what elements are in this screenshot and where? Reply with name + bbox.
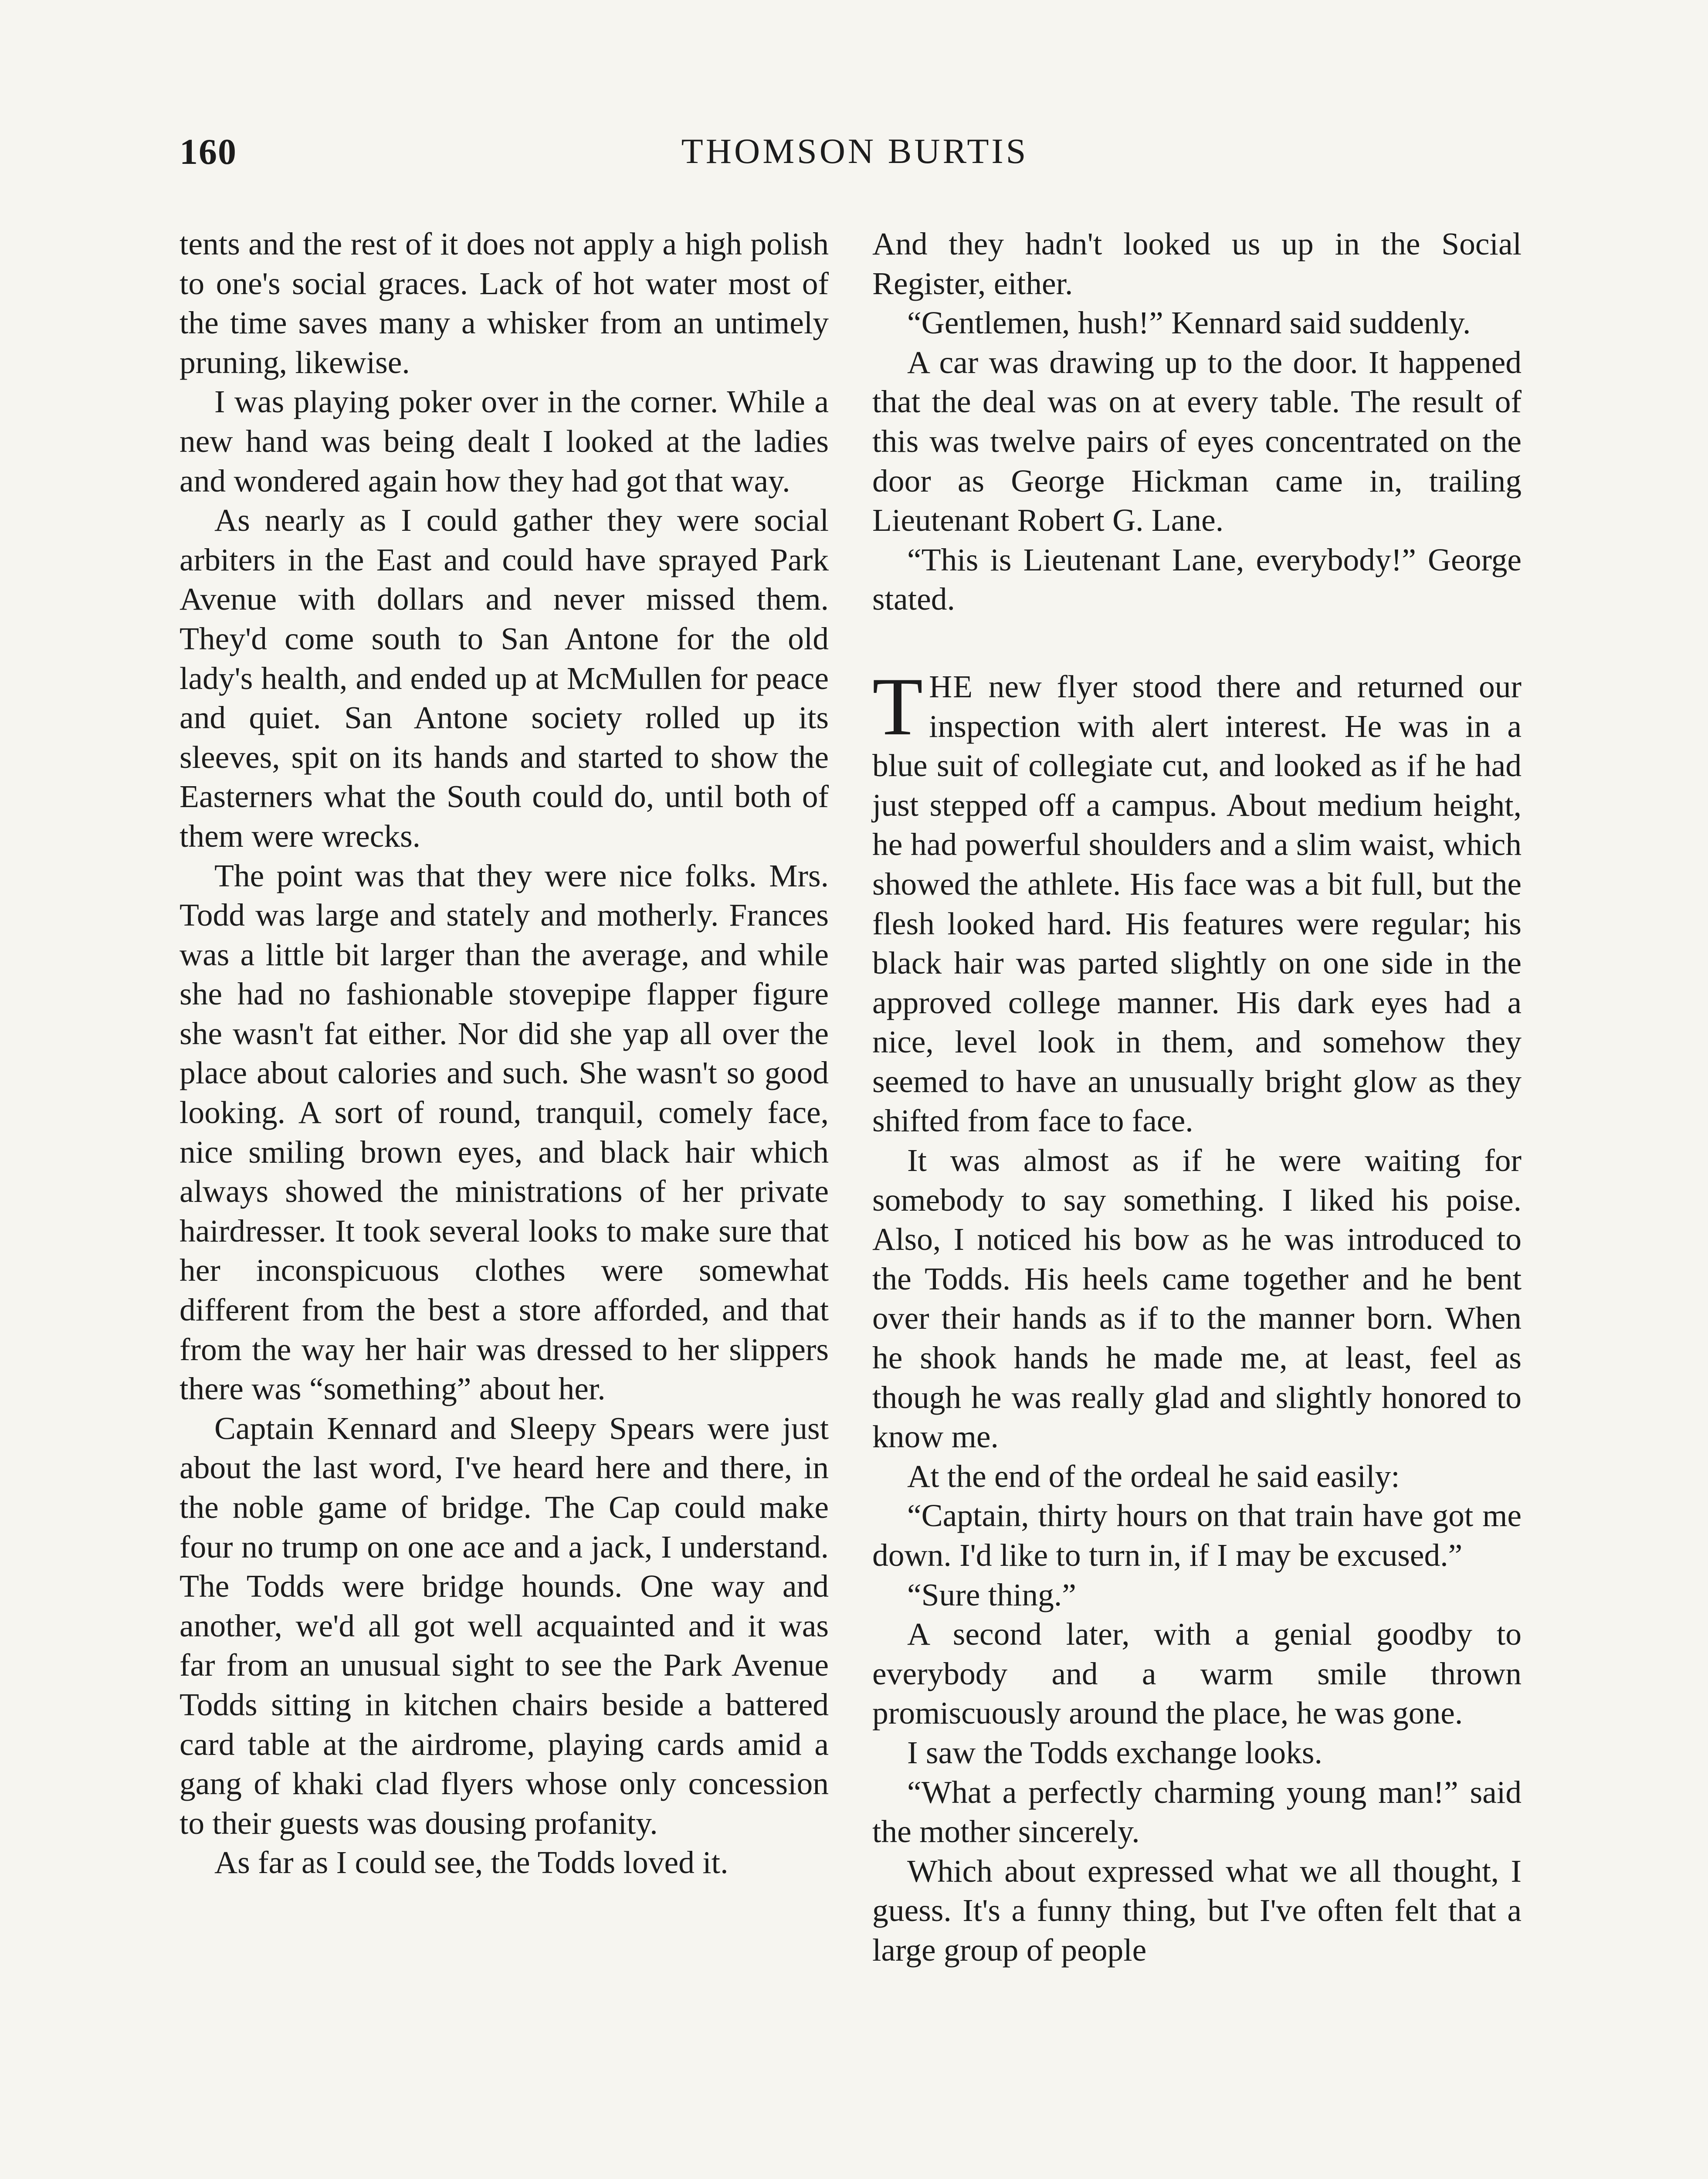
paragraph-text: new flyer stood there and returned our inspection with alert interest. He was in a blue suit of collegiate cut, and looked as if he had just stepped off a campus. About medium height, he had powerful shoulders and a slim waist, which showed the athlete. His face was a bit full, but the flesh looked hard. His features were regular; his black hair was parted slightly on one side in the approved college manner. His dark eyes had a nice, level look in them, and somehow they seemed to have an unusually bright glow as they shifted from face to face. (872, 669, 1522, 1139)
paragraph: tents and the rest of it does not apply a high polish to one's social graces. Lack of hot water most of the time saves many a whisker from an untimely pruning, likewise. (180, 226, 829, 380)
page-header (180, 131, 1530, 183)
paragraph: “Captain, thirty hours on that train have got me down. I'd like to turn in, if I may be excused.” (872, 1498, 1522, 1573)
paragraph: As far as I could see, the Todds loved it. (214, 1845, 729, 1880)
drop-cap: T (872, 661, 923, 753)
paragraph: Captain Kennard and Sleepy Spears were just about the last word, I've heard here and there, in the noble game of bridge. The Cap could make four no trump on one ace and a jack, I understand. The Todds were bridge hounds. One way and another, we'd all got well acquainted and it was far from an unusual sight to see the Park Avenue Todds sitting in kitchen chairs beside a battered card table at the airdrome, playing cards amid a gang of khaki clad flyers whose only concession to their guests was dousing profanity. (180, 1410, 829, 1841)
paragraph: I saw the Todds exchange looks. (907, 1734, 1322, 1770)
small-caps-lead: HE (929, 669, 974, 704)
paragraph: A car was drawing up to the door. It happened that the deal was on at every table. The result of this was twelve pairs of eyes concentrated on the door as George Hickman came in, trailing Lieutenant Robert G. Lane. (872, 344, 1522, 538)
section-opening-paragraph (872, 661, 1522, 1141)
paragraph: “What a perfectly charming young man!” said the mother sincerely. (872, 1774, 1522, 1850)
page-number: 160 (180, 132, 237, 172)
paragraph: “This is Lieutenant Lane, everybody!” George stated. (872, 542, 1522, 617)
paragraph: Which about expressed what we all thought, I guess. It's a funny thing, but I've often felt that a large group of people (872, 1853, 1522, 1968)
paragraph: At the end of the ordeal he said easily: (907, 1458, 1400, 1494)
paragraph: “Gentlemen, hush!” Kennard said suddenly. (907, 305, 1471, 341)
paragraph: I was playing poker over in the corner. While a new hand was being dealt I looked at the ladies and wondered again how they had got that way. (180, 384, 829, 499)
left-text-column (180, 224, 829, 2179)
paragraph: It was almost as if he were waiting for somebody to say something. I liked his poise. Also, I noticed his bow as he was introduced to the Todds. His heels came together and he bent over their hands as if to the manner born. When he shook hands he made me, at least, feel as though he was really glad and slightly honored to know me. (872, 1143, 1522, 1455)
paragraph: A second later, with a genial goodby to everybody and a warm smile thrown promiscuously around the place, he was gone. (872, 1616, 1522, 1731)
paragraph: As nearly as I could gather they were social arbiters in the East and could have sprayed Park Avenue with dollars and never missed them. They'd come south to San Antone for the old lady's health, and ended up at McMullen for peace and quiet. San Antone society rolled up its sleeves, spit on its hands and started to show the Easterners what the South could do, until both of them were wrecks. (180, 502, 829, 854)
right-text-column (872, 224, 1522, 2179)
paragraph: The point was that they were nice folks. Mrs. Todd was large and stately and motherly. Frances was a little bit larger than the average, and while she had no fashionable stovepipe flapper figure she wasn't fat either. Nor did she yap all over the place about calories and such. She wasn't so good looking. A sort of round, tranquil, comely face, nice smiling brown eyes, and black hair which always showed the ministrations of her private hairdresser. It took several looks to make sure that her inconspicuous clothes were somewhat different from the best a store afforded, and that from the way her hair was dressed to her slippers there was “something” about her. (180, 858, 829, 1407)
running-head-title: THOMSON BURTIS (681, 131, 1029, 171)
paragraph: “Sure thing.” (907, 1577, 1076, 1612)
paragraph: And they hadn't looked us up in the Social Register, either. (872, 226, 1522, 301)
